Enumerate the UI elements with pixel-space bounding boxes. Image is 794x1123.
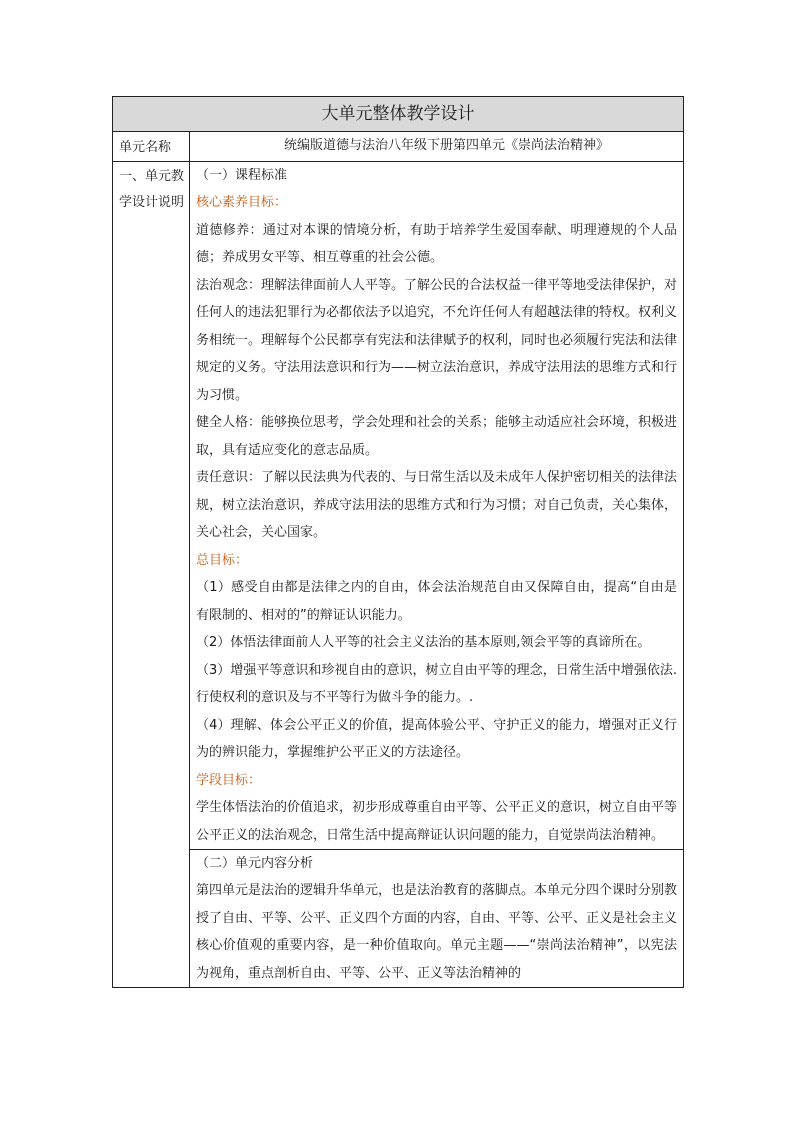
core-para-law: 法治观念：理解法律面前人人平等。了解公民的合法权益一律平等地受法律保护，对任何人的违法犯罪行为必都依法予以追究，不允许任何人有超越法律的特权。权利义务相统一。理解每个公民都享有宪法和法律赋予的权利，同时也必须履行宪法和法律规定的义务。守法用法意识和行为——树立法治意识，养成守法用法的思维方式和行为习惯。 [196,277,678,403]
goal-item-4: （4）理解、体会公平正义的价值，提高体验公平、守护正义的能力，增强对正义行为的辨识能力，掌握维护公平正义的方法途径。 [196,717,677,760]
content-analysis-heading: （二）单元内容分析 [196,856,314,871]
goal-item-2: （2）体悟法律面前人人平等的社会主义法治的基本原则,领会平等的真谛所在。 [196,635,651,650]
goal-item-3: （3）增强平等意识和珍视自由的意识，树立自由平等的理念，日常生活中增强依法.行使权利的意识及与不平等行为做斗争的能力。. [196,662,677,705]
section1-label: 一、单元教学设计说明 [113,162,190,988]
core-literacy-title: 核心素养目标： [196,195,288,210]
core-para-moral: 道德修养：通过对本课的情境分析，有助于培养学生爱国奉献、明理遵规的个人品德；养成男女平等、相互尊重的社会公德。 [196,222,677,265]
document-title: 大单元整体教学设计 [113,97,684,132]
curriculum-heading: （一）课程标准 [196,168,288,183]
overall-goal-title: 总目标： [196,552,249,568]
core-para-responsibility: 责任意识：了解以民法典为代表的、与日常生活以及未成年人保护密切相关的法律法规，树立法治意识，养成守法用法的思维方式和行为习惯；对自己负责，关心集体，关心社会，关心国家。 [196,470,678,540]
unit-name-label: 单元名称 [113,132,190,162]
section1-content [190,162,684,988]
stage-goal-title: 学段目标： [196,772,262,788]
goal-item-1: （1）感受自由都是法律之内的自由，体会法治规范自由又保障自由，提高“自由是有限制的、相对的”的辩证认识能力。 [196,580,677,623]
core-para-personality: 健全人格：能够换位思考，学会处理和社会的关系；能够主动适应社会环境，积极进取，具有适应变化的意志品质。 [196,415,678,458]
content-analysis-para: 第四单元是法治的逻辑升华单元，也是法治教育的落脚点。本单元分四个课时分别教授了自由、平等、公平、正义四个方面的内容，自由、平等、公平、正义是社会主义核心价值观的重要内容，是一种价值取向。单元主题——“崇尚法治精神”，以宪法为视角，重点剖析自由、平等、公平、正义等法治精神的 [196,883,678,981]
stage-goal-para: 学生体悟法治的价值追求，初步形成尊重自由平等、公平正义的意识，树立自由平等公平正义的法治观念，日常生活中提高辩证认识问题的能力，自觉崇尚法治精神。 [196,800,678,843]
lesson-design-table [112,96,684,988]
content-analysis-block [190,849,683,987]
unit-name-value: 统编版道德与法治八年级下册第四单元《崇尚法治精神》 [190,132,684,162]
